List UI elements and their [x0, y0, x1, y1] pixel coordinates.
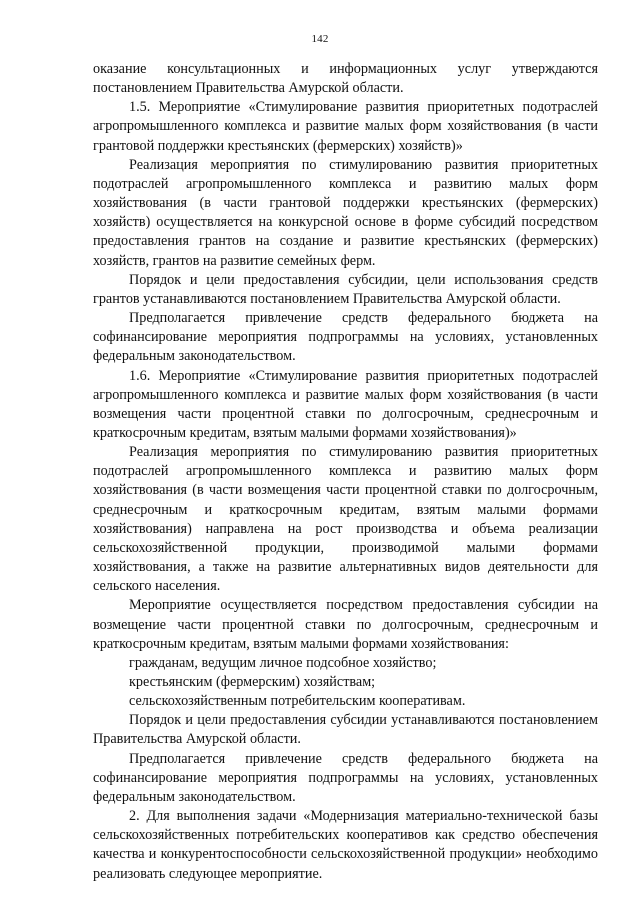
paragraph-task-2: 2. Для выполнения задачи «Модернизация материально-технической базы сельскохозяйственных потребительских кооперативов как средство обеспечения качества и конкурентоспособности сельскохозяйственной продукции» необходимо реализовать следующее мероприятие. [93, 808, 598, 882]
list-item: крестьянским (фермерским) хозяйствам; [129, 674, 376, 690]
paragraph: Реализация мероприятия по стимулированию развития приоритетных подотраслей агропромышленного комплекса и развитию малых форм хозяйствования (в части возмещения части процентной ставки по долгосрочным, среднесрочным и краткосрочным кредитам, взятым малыми формами хозяйствования) направлена на рост производства и объема реализации сельскохозяйственной продукции, производимой малыми формами хозяйствования, а также на развитие альтернативных видов деятельности для сельского населения. [93, 444, 598, 595]
page-number: 142 [311, 33, 329, 45]
list-item: сельскохозяйственным потребительским кооперативам. [129, 693, 466, 710]
document-body [93, 60, 598, 884]
paragraph: Порядок и цели предоставления субсидии, цели использования средств грантов устанавливаются постановлением Правительства Амурской области. [93, 271, 598, 307]
list-item: гражданам, ведущим личное подсобное хозяйство; [129, 654, 437, 671]
paragraph: Порядок и цели предоставления субсидии устанавливаются постановлением Правительства Амурской области. [93, 712, 598, 748]
paragraph: Предполагается привлечение средств федерального бюджета на софинансирование мероприятия подпрограммы на условиях, установленных федеральным законодательством. [93, 750, 598, 805]
paragraph: оказание консультационных и информационных услуг утверждаются постановлением Правительства Амурской области. [93, 61, 598, 97]
paragraph-heading-1-5: 1.5. Мероприятие «Стимулирование развития приоритетных подотраслей агропромышленного комплекса и развитие малых форм хозяйствования (в части грантовой поддержки крестьянских (фермерских) хозяйств)» [93, 99, 598, 154]
paragraph: Мероприятие осуществляется посредством предоставления субсидии на возмещение части процентной ставки по долгосрочным, среднесрочным и краткосрочным кредитам, взятым малыми формами хозяйствования: [93, 597, 598, 652]
paragraph: Предполагается привлечение средств федерального бюджета на софинансирование мероприятия подпрограммы на условиях, установленных федеральным законодательством. [93, 310, 598, 365]
paragraph-heading-1-6: 1.6. Мероприятие «Стимулирование развития приоритетных подотраслей агропромышленного комплекса и развитие малых форм хозяйствования (в части возмещения части процентной ставки по долгосрочным, среднесрочным и краткосрочным кредитам, взятым малыми формами хозяйствования)» [93, 367, 598, 441]
paragraph: Реализация мероприятия по стимулированию развития приоритетных подотраслей агропромышленного комплекса и развитию малых форм хозяйствования (в части грантовой поддержки крестьянских (фермерских) хозяйств) осуществляется на конкурсной основе в форме субсидий посредством предоставления грантов на создание и развитие крестьянских (фермерских) хозяйств, грантов на развитие семейных ферм. [93, 156, 598, 269]
